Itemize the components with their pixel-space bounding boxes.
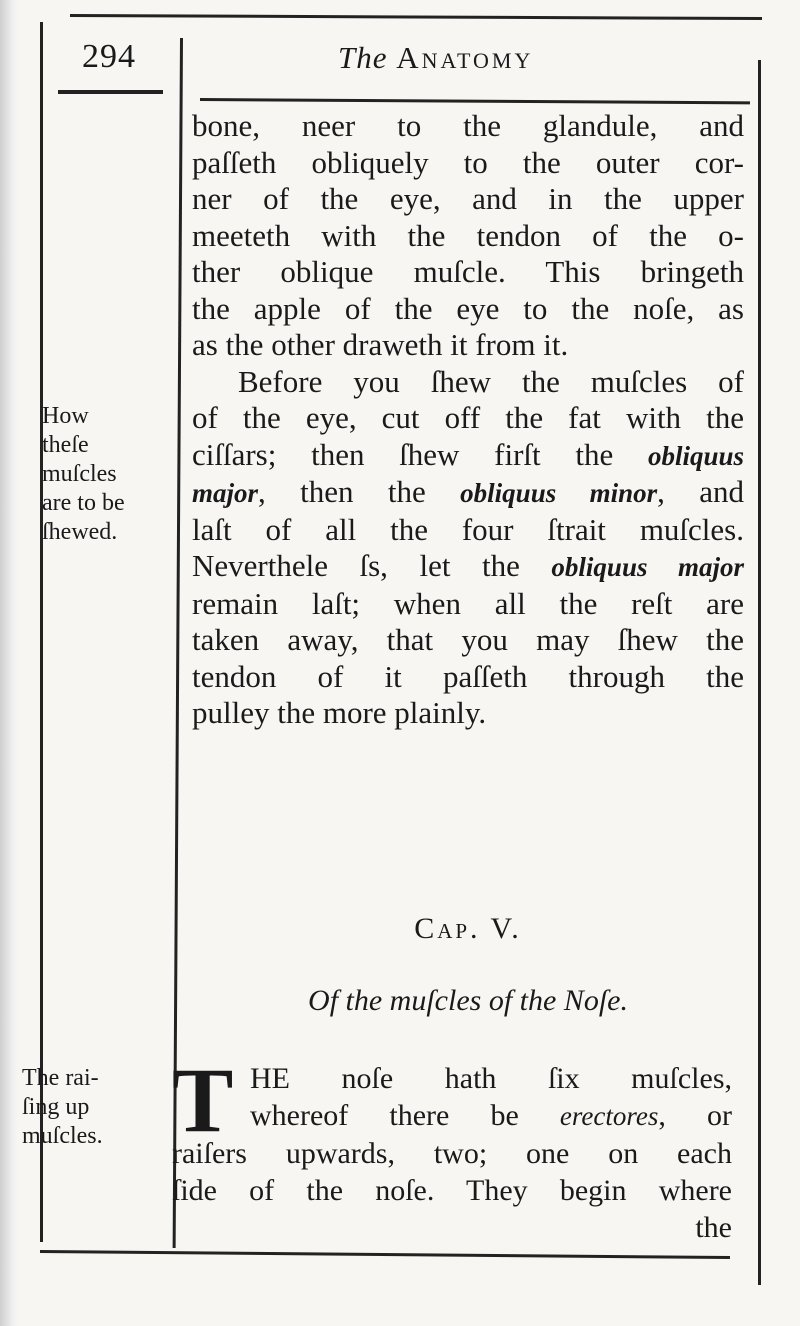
text-run: whereof there be (250, 1099, 519, 1132)
text-line: HE noſe hath ſix muſcles, (250, 1062, 732, 1095)
text-line: meeteth with the tendon of the o- (192, 217, 744, 253)
text-line: taken away, that you may ſhew the (192, 622, 744, 657)
text-line (172, 1097, 732, 1135)
chapter-heading: Cap. V. (414, 912, 522, 945)
text-line: the apple of the eye to the noſe, as (192, 290, 744, 326)
text-run: ciſſars; then ſhew firſt the (192, 436, 614, 472)
margin-note-line: muſcles (42, 461, 117, 487)
page-number: 294 (82, 38, 136, 75)
header-rule-right (200, 98, 750, 104)
text-line: bone, neer to the glandule, and (192, 108, 744, 143)
margin-note-line: theſe (42, 432, 89, 458)
margin-note-raising-muscles (22, 1064, 172, 1151)
text-line: paſſeth obliquely to the outer cor- (192, 144, 744, 180)
italic-term: major (192, 478, 259, 508)
text-line: pulley the more plainly. (192, 695, 487, 730)
running-head-title: Anatomy (396, 40, 534, 75)
text-line: Before you ſhew the muſcles of (238, 363, 744, 399)
text-run: , and (657, 474, 745, 509)
margin-note-how-shewed (42, 402, 192, 547)
text-line: as the other draweth it from it. (192, 327, 569, 362)
text-line: remain laſt; when all the reſt are (192, 585, 744, 621)
top-rule (70, 14, 762, 20)
right-border-rule (758, 60, 761, 1285)
margin-note-line: How (42, 403, 89, 429)
margin-note-line: ſhewed. (42, 519, 118, 545)
chapter-text (172, 1049, 732, 1246)
margin-note-line: ſing up (22, 1094, 90, 1120)
chapter-subtitle: Of the muſcles of the Noſe. (308, 984, 628, 1017)
italic-term: erectores (559, 1101, 659, 1131)
text-line: laſt of all the four ſtrait muſcles. (192, 511, 744, 547)
text-line: of the eye, cut off the fat with the (192, 400, 744, 435)
main-text (192, 108, 744, 732)
margin-note-line: muſcles. (22, 1123, 103, 1149)
scan-edge (0, 0, 18, 1326)
text-line: tendon of it paſſeth through the (192, 658, 744, 694)
header-rule-left (58, 90, 163, 94)
text-run: , then the (258, 474, 426, 509)
running-head-article: The (338, 40, 388, 75)
text-line (192, 474, 744, 512)
running-head (338, 40, 533, 76)
italic-term: obliquus minor (460, 478, 658, 508)
text-line: raiſers upwards, two; one on each (172, 1137, 732, 1170)
text-line: ſide of the noſe. They begin where (172, 1174, 732, 1207)
drop-cap: T (172, 1049, 234, 1151)
margin-note-line: The rai- (22, 1065, 99, 1091)
left-border-rule (40, 22, 43, 1242)
bottom-rule (40, 1250, 730, 1259)
text-line: ner of the eye, and in the upper (192, 181, 744, 216)
text-line: ther oblique muſcle. This bringeth (192, 254, 744, 289)
italic-term: obliquus (647, 440, 744, 471)
text-line (192, 437, 744, 475)
text-line (192, 548, 744, 586)
text-run: , or (658, 1099, 732, 1132)
margin-note-line: are to be (42, 490, 125, 516)
catchword: the (695, 1211, 732, 1244)
italic-term: obliquus major (551, 552, 745, 582)
text-run: Neverthele ſs, let the (192, 548, 520, 583)
